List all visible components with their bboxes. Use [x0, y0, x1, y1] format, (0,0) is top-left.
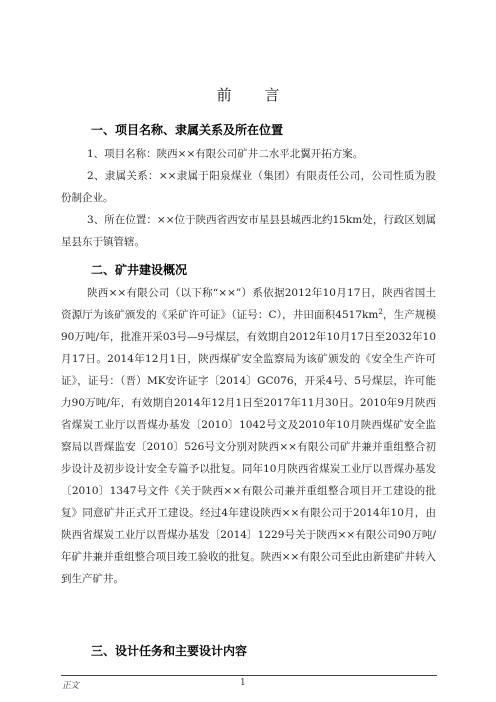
- section-heading-2: 二、矿井建设概况: [91, 263, 188, 277]
- footer-rule: [61, 675, 437, 676]
- paragraph-affiliation: 2、隶属关系：××隶属于阳泉煤业（集团）有限责任公司，公司性质为股份制企业。: [61, 170, 436, 204]
- paragraph-mine-overview: [61, 282, 436, 590]
- footer-section-label: 正文: [62, 681, 80, 691]
- page-title: 前 言: [216, 86, 294, 104]
- page-number: 1: [240, 678, 246, 688]
- section-heading-3: 三、设计任务和主要设计内容: [91, 644, 248, 658]
- paragraph-location: 3、所在位置：××位于陕西省西安市星县县城西北约15km处，行政区划属星县东于镇管辖。: [61, 214, 436, 248]
- overview-text-b: ，生产规模90万吨/年，批准开采03号—9号煤层，有效期自2012年10月17日至2032年10月17日。2014年12月1日，陕西煤矿安全监察局为该矿颁发的《安全生产许可证》，证号：（晋）MK安许证字〔2014〕GC076，开采4号、5号煤层，许可能力90万吨/年，有效期自2014年12月1日至2017年11月30日。2010年9月陕西省煤炭工业厅以晋煤办基发〔2010〕1042号文及2010年10月陕西煤矿安全监察局以晋煤监安〔2010〕526号文分别对陕西××有限公司矿井兼并重组整合初步设计及初步设计安全专篇予以批复。同年10月陕西省煤炭工业厅以晋煤办基发〔2010〕1347号文件《关于陕西××有限公司兼并重组整合项目开工建设的批复》同意矿井正式开工建设。经过4年建设陕西××有限公司于2014年10月，由陕西省煤炭工业厅以晋煤办基发〔2014〕1229号关于陕西××有限公司90万吨/年矿井兼并重组整合项目竣工验收的批复。陕西××有限公司至此由新建矿井转入到生产矿井。: [61, 309, 437, 585]
- section-heading-1: 一、项目名称、隶属关系及所在位置: [91, 123, 284, 137]
- superscript-2: 2: [378, 308, 383, 316]
- overview-text-a: 陕西××有限公司（以下称“××”）系依据2012年10月17日，陕西省国土资源厅为该矿颁发的《采矿许可证》（证号：C），井田面积4517km: [61, 287, 436, 321]
- paragraph-project-name: 1、项目名称：陕西××有限公司矿井二水平北翼开拓方案。: [87, 148, 364, 160]
